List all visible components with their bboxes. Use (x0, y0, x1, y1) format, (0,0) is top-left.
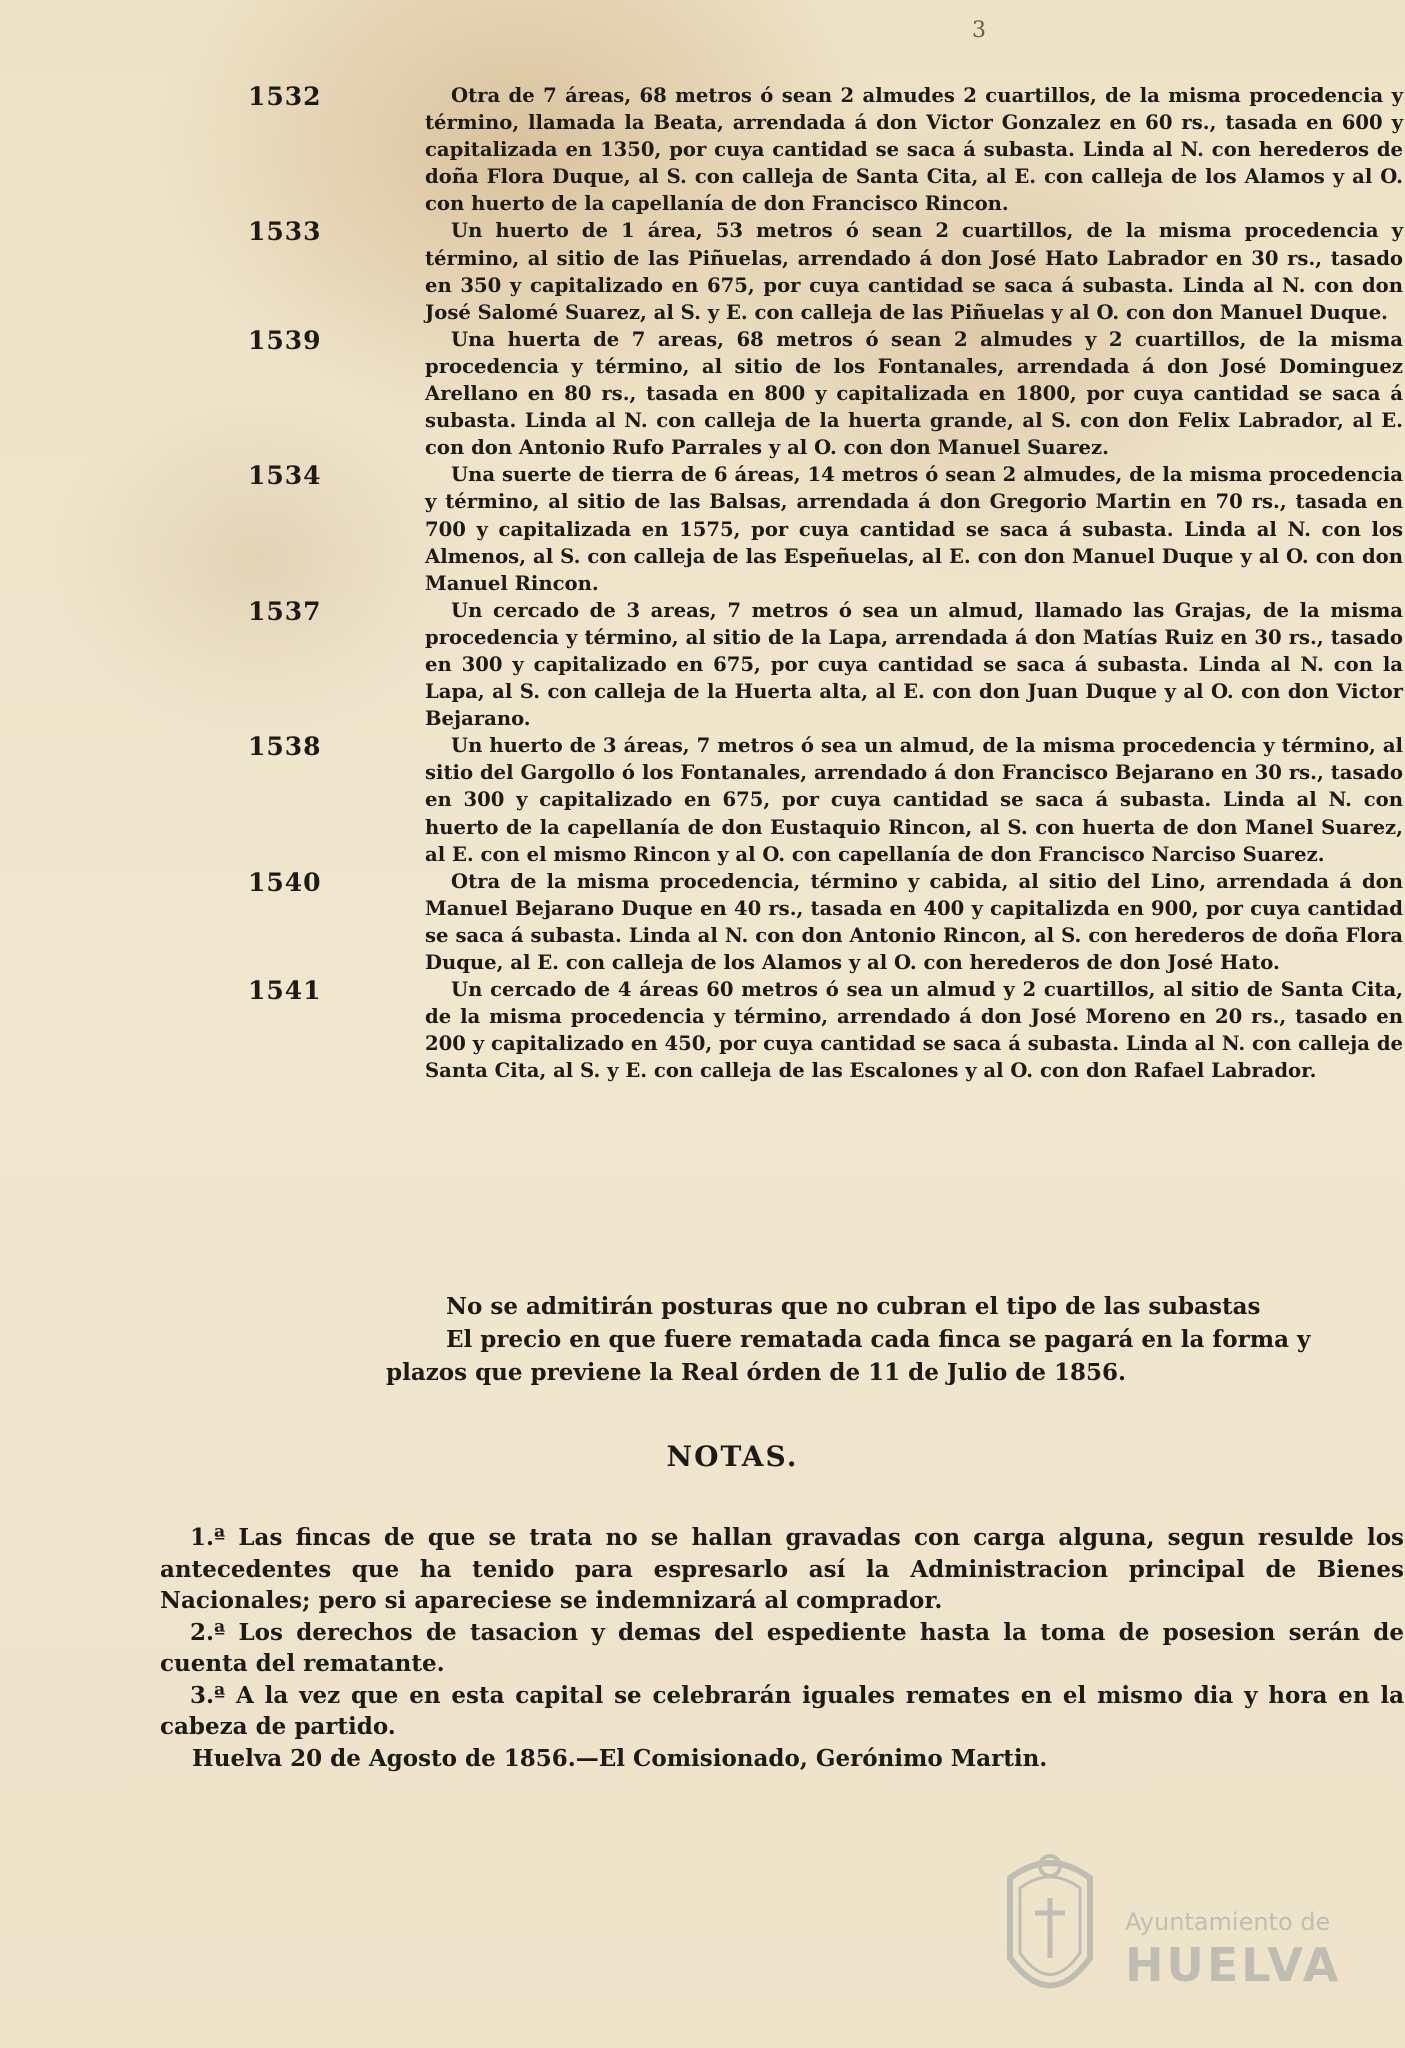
lot-entry (0, 732, 1405, 867)
watermark-line: HUELVA (1125, 1938, 1342, 1992)
lot-entry (0, 976, 1405, 1084)
archive-watermark (985, 1838, 1345, 2028)
note-item: 3.ª A la vez que en esta capital se celebrarán iguales remates en el mismo dia y hora en la cabeza de partido. (160, 1681, 1404, 1740)
auction-conditions (386, 1290, 1402, 1389)
page-number: 3 (972, 18, 986, 43)
notes-section (160, 1522, 1404, 1774)
lot-description: Un cercado de 3 areas, 7 metros ó sea un almud, llamado las Grajas, de la misma procedencia y término, al sitio de la Lapa, arrendada á don Matías Ruiz en 30 rs., tasado en 300 y capitalizado en 675, por cuya cantidad se saca á subasta. Linda al N. con la Lapa, al S. con calleja de la Huerta alta, al E. con don Juan Duque y al O. con don Victor Bejarano. (425, 598, 1403, 731)
lot-description: Otra de 7 áreas, 68 metros ó sean 2 almudes 2 cuartillos, de la misma procedencia y término, llamada la Beata, arrendada á don Victor Gonzalez en 60 rs., tasada en 600 y capitalizada en 1350, por cuya cantidad se saca á subasta. Linda al N. con herederos de doña Flora Duque, al S. con calleja de Santa Cita, al E. con calleja de los Alamos y al O. con huerto de la capellanía de don Francisco Rincon. (425, 84, 1403, 216)
lot-entry (0, 597, 1405, 732)
note-item: 2.ª Los derechos de tasacion y demas del espediente hasta la toma de posesion serán de cuenta del rematante. (160, 1618, 1404, 1677)
lot-entry (0, 217, 1405, 325)
signature-line: Huelva 20 de Agosto de 1856.—El Comisionado, Gerónimo Martin. (192, 1744, 1048, 1772)
lot-description: Una suerte de tierra de 6 áreas, 14 metros ó sean 2 almudes, de la misma procedencia y término, al sitio de las Balsas, arrendada á don Gregorio Martin en 70 rs., tasada en 700 y capitalizada en 1575, por cuya cantidad se saca á subasta. Linda al N. con los Almenos, al S. con calleja de las Espeñuelas, al E. con don Manuel Duque y al O. con don Manuel Rincon. (425, 463, 1403, 595)
lot-description: Otra de la misma procedencia, término y cabida, al sitio del Lino, arrendada á don Manuel Bejarano Duque en 40 rs., tasada en 400 y capitalizda en 900, por cuya cantidad se saca á subasta. Linda al N. con don Antonio Rincon, al S. con herederos de doña Flora Duque, al E. con calleja de los Alamos y al O. con herederos de don José Hato. (425, 869, 1403, 974)
condition-line: No se admitirán posturas que no cubran el tipo de las subastas (446, 1293, 1261, 1320)
lot-description: Un huerto de 1 área, 53 metros ó sean 2 cuartillos, de la misma procedencia y término, al sitio de las Piñuelas, arrendado á don José Hato Labrador en 30 rs., tasado en 350 y capitalizado en 675, por cuya cantidad se saca á subasta. Linda al N. con don José Salomé Suarez, al S. y E. con calleja de las Piñuelas y al O. con don Manuel Duque. (425, 219, 1403, 324)
condition-line: El precio en que fuere rematada cada finca se pagará en la forma y (446, 1326, 1311, 1353)
lot-description: Un cercado de 4 áreas 60 metros ó sea un almud y 2 cuartillos, al sitio de Santa Cita, de la misma procedencia y término, arrendado á don José Moreno en 20 rs., tasado en 200 y capitalizado en 450, por cuya cantidad se saca á subasta. Linda al N. con calleja de Santa Cita, al S. y E. con calleja de las Escalones y al O. con don Rafael Labrador. (425, 978, 1403, 1083)
lot-number: 1541 (248, 976, 322, 1006)
condition-line: plazos que previene la Real órden de 11 de Julio de 1856. (386, 1359, 1127, 1386)
notes-heading: NOTAS. (666, 1440, 799, 1473)
lot-number: 1538 (248, 732, 322, 762)
note-item: 1.ª Las fincas de que se trata no se hallan gravadas con carga alguna, segun resulde los antecedentes que ha tenido para espresarlo así la Administracion principal de Bienes Nacionales; pero si apareciese se indemnizará al comprador. (160, 1524, 1404, 1614)
lot-number: 1537 (248, 596, 322, 626)
lot-entry (0, 326, 1405, 461)
lots-list (0, 82, 1405, 1084)
lot-description: Una huerta de 7 areas, 68 metros ó sean 2 almudes y 2 cuartillos, de la misma procedencia y término, al sitio de los Fontanales, arrendada á don José Dominguez Arellano en 80 rs., tasada en 800 y capitalizada en 1800, por cuya cantidad se saca á subasta. Linda al N. con calleja de la huerta grande, al S. con don Felix Labrador, al E. con don Antonio Rufo Parrales y al O. con don Manuel Suarez. (425, 327, 1403, 460)
lot-number: 1533 (248, 217, 322, 247)
lot-number: 1534 (248, 461, 322, 491)
lot-number: 1539 (248, 325, 322, 355)
lot-entry (0, 868, 1405, 976)
lot-number: 1540 (248, 867, 322, 897)
watermark-line: Ayuntamiento de (1125, 1908, 1331, 1936)
lot-entry (0, 82, 1405, 217)
lot-description: Un huerto de 3 áreas, 7 metros ó sea un almud, de la misma procedencia y término, al sitio del Gargollo ó los Fontanales, arrendado á don Francisco Bejarano en 30 rs., tasado en 300 y capitalizado en 675, por cuya cantidad se saca á subasta. Linda al N. con huerto de la capellanía de don Eustaquio Rincon, al S. con huerta de don Manel Suarez, al E. con el mismo Rincon y al O. con capellanía de don Francisco Narciso Suarez. (425, 734, 1403, 866)
coat-of-arms-icon (985, 1838, 1115, 2028)
lot-number: 1532 (248, 82, 322, 111)
lot-entry (0, 461, 1405, 596)
